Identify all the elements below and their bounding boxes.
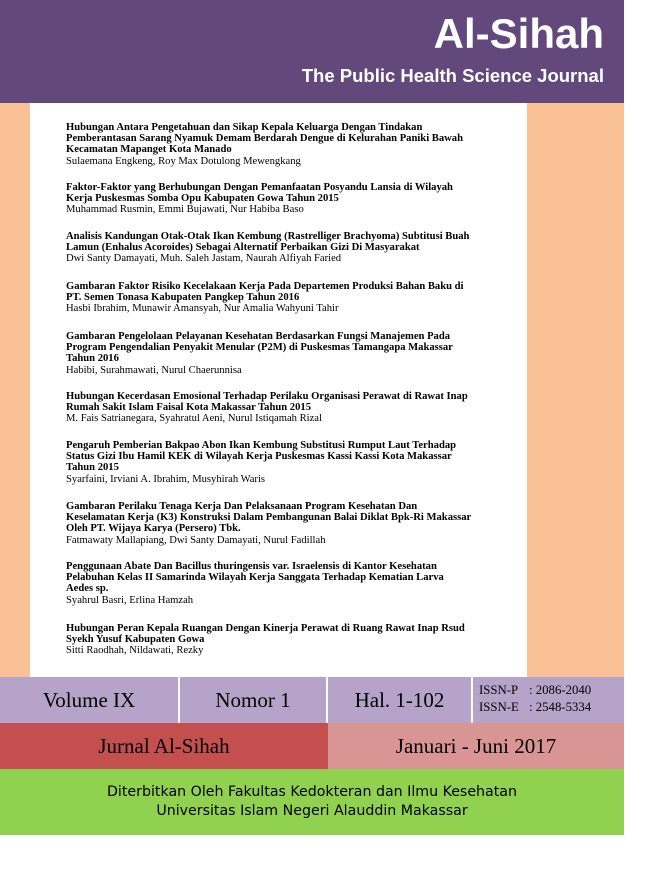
- article-authors: Dwi Santy Damayati, Muh. Saleh Jastam, Naurah Alfiyah Faried: [66, 253, 342, 265]
- issue-info-row: [0, 677, 624, 723]
- article-2: [66, 182, 526, 216]
- article-title: Hubungan Antara Pengetahuan dan Sikap Kepala Keluarga Dengan Tindakan Pemberantasan Sarang Nyamuk Demam Berdarah Dengue di Kelurahan Paniki Bawah Kecamatan Mapanget Kota Manado: [66, 122, 463, 156]
- article-10: [66, 623, 526, 657]
- journal-title: Al-Sihah: [433, 10, 604, 57]
- article-authors: Sulaemana Engkeng, Roy Max Dotulong Mewengkang: [66, 155, 301, 167]
- journal-row: [0, 723, 624, 769]
- article-5: [66, 331, 526, 377]
- issn-electronic-value: : 2548-5334: [529, 700, 592, 714]
- article-title: Penggunaan Abate Dan Bacillus thuringensis var. Israelensis di Kantor Kesehatan Pelabuhan Kelas II Samarinda Wilayah Kerja Sanggata Terhadap Kematian Larva Aedes sp.: [66, 561, 444, 595]
- issn-print-value: : 2086-2040: [529, 683, 592, 697]
- article-4: [66, 281, 526, 315]
- publisher-line-1: Diterbitkan Oleh Fakultas Kedokteran dan Ilmu Kesehatan: [106, 784, 517, 800]
- article-authors: Syahrul Basri, Erlina Hamzah: [66, 594, 194, 606]
- page-range-label: Hal. 1-102: [328, 677, 473, 723]
- article-authors: Fatmawaty Mallapiang, Dwi Santy Damayati, Nurul Fadillah: [66, 534, 326, 546]
- left-side-panel: [0, 103, 30, 677]
- article-authors: M. Fais Satrianegara, Syahratul Aeni, Nurul Istiqamah Rizal: [66, 413, 322, 425]
- issn-print-label: ISSN-P: [479, 683, 519, 697]
- cover-header: [0, 0, 624, 103]
- article-authors: Habibi, Surahmawati, Nurul Chaerunnisa: [66, 364, 242, 376]
- article-authors: Sitti Raodhah, Nildawati, Rezky: [66, 645, 204, 657]
- article-title: Gambaran Pengelolaan Pelayanan Kesehatan Berdasarkan Fungsi Manajemen Pada Program Pengendalian Penyakit Menular (P2M) di Puskesmas Tamangapa Makassar Tahun 2016: [66, 331, 453, 365]
- article-9: [66, 561, 526, 607]
- journal-name: Jurnal Al-Sihah: [0, 723, 328, 769]
- article-8: [66, 501, 526, 547]
- article-list: [30, 103, 527, 677]
- article-1: [66, 122, 526, 168]
- article-authors: Muhammad Rusmin, Emmi Bujawati, Nur Habiba Baso: [66, 204, 304, 216]
- article-title: Hubungan Peran Kepala Ruangan Dengan Kinerja Perawat di Ruang Rawat Inap Rsud Syekh Yusuf Kabupaten Gowa: [66, 623, 465, 646]
- article-title: Gambaran Perilaku Tenaga Kerja Dan Pelaksanaan Program Kesehatan Dan Keselamatan Kerja (K3) Konstruksi Dalam Pembangunan Balai Diklat Bpk-Ri Makassar Oleh PT. Wijaya Karya (Persero) Tbk.: [66, 501, 472, 535]
- article-title: Analisis Kandungan Otak-Otak Ikan Kembung (Rastrelliger Brachyoma) Subtitusi Buah Lamun (Enhalus Acoroides) Sebagai Alternatif Perbaikan Gizi Di Masyarakat: [66, 231, 470, 254]
- article-authors: Syarfaini, Irviani A. Ibrahim, Musyhirah Waris: [66, 473, 266, 485]
- journal-subtitle: The Public Health Science Journal: [301, 65, 604, 86]
- article-7: [66, 440, 526, 486]
- article-title: Pengaruh Pemberian Bakpao Abon Ikan Kembung Substitusi Rumput Laut Terhadap Status Gizi Ibu Hamil KEK di Wilayah Kerja Puskesmas Kassi Kassi Kota Makassar Tahun 2015: [66, 440, 457, 474]
- volume-label: Volume IX: [0, 677, 180, 723]
- publisher-line-2: Universitas Islam Negeri Alauddin Makassar: [156, 803, 468, 819]
- article-3: [66, 231, 526, 265]
- article-title: Gambaran Faktor Risiko Kecelakaan Kerja Pada Departemen Produksi Bahan Baku di PT. Semen Tonasa Kabupaten Pangkep Tahun 2016: [66, 281, 464, 304]
- article-title: Faktor-Faktor yang Berhubungan Dengan Pemanfaatan Posyandu Lansia di Wilayah Kerja Puskesmas Somba Opu Kabupaten Gowa Tahun 2015: [66, 182, 453, 205]
- article-6: [66, 391, 526, 425]
- issn-electronic-label: ISSN-E: [479, 700, 519, 714]
- issn-electronic: [479, 699, 624, 716]
- article-title: Hubungan Kecerdasan Emosional Terhadap Perilaku Organisasi Perawat di Rawat Inap Rumah Sakit Islam Faisal Kota Makassar Tahun 2015: [66, 391, 468, 414]
- issue-number-label: Nomor 1: [180, 677, 328, 723]
- article-authors: Hasbi Ibrahim, Munawir Amansyah, Nur Amalia Wahyuni Tahir: [66, 303, 339, 315]
- publisher-bar: [0, 769, 624, 835]
- issn-block: [473, 677, 624, 723]
- right-side-panel: [527, 103, 624, 677]
- publication-period: Januari - Juni 2017: [328, 723, 624, 769]
- issn-print: [479, 682, 624, 699]
